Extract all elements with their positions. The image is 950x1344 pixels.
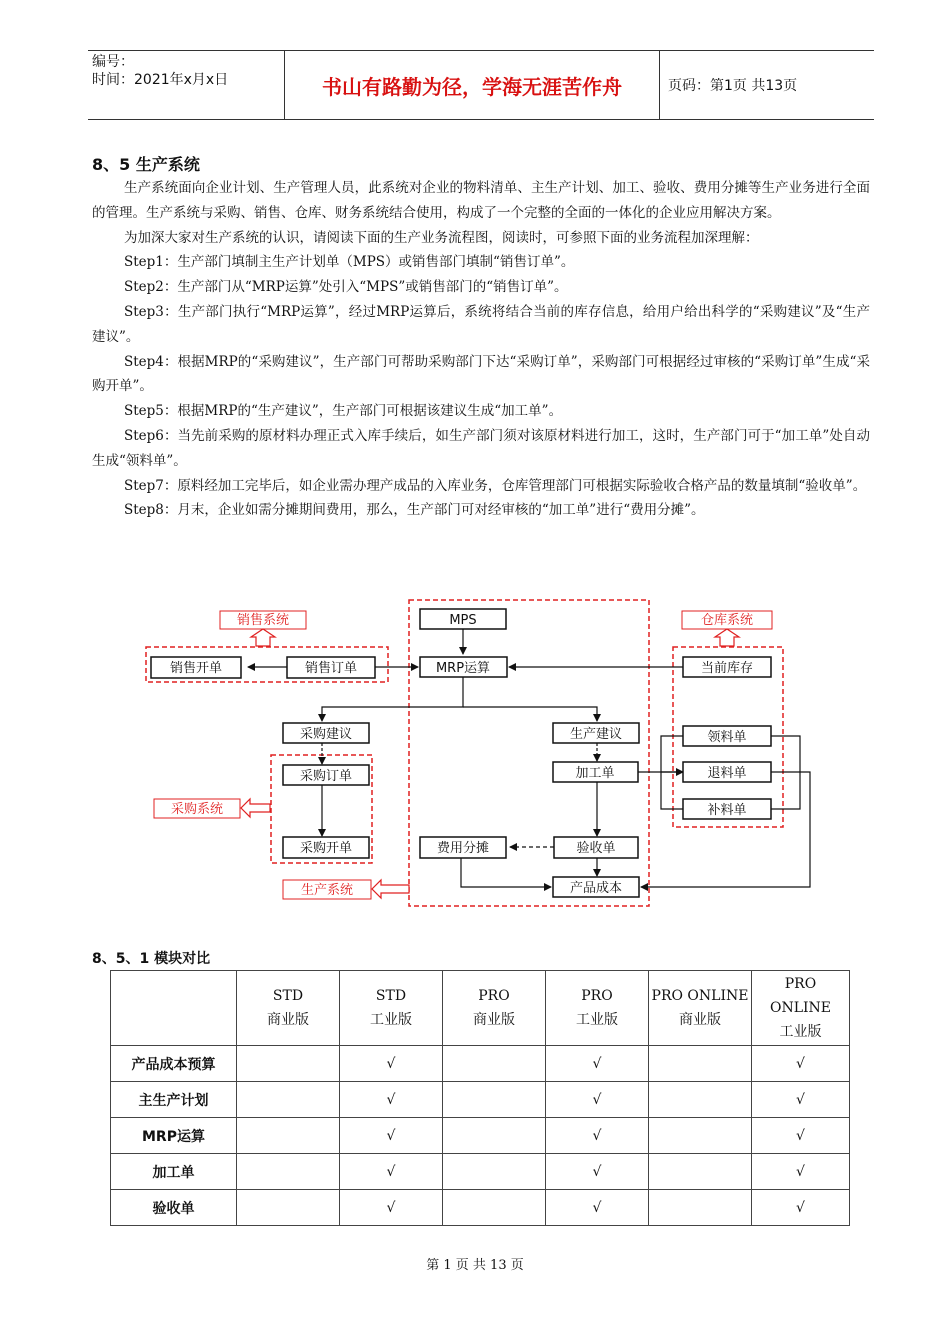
step-paragraph: Step6：当先前采购的原材料办理正式入库手续后，如生产部门须对该原材料进行加工，这时，生产部门可于“加工单”处自动生成“领料单”。 (92, 427, 870, 469)
warehouse-up-arrow (715, 629, 739, 646)
step-paragraph: Step1：生产部门填制主生产计划单（MPS）或销售部门填制“销售订单”。 (124, 254, 575, 271)
cost-allocation-label: 费用分摊 (436, 841, 490, 856)
table-cell: √ (340, 1046, 443, 1082)
mps-label: MPS (449, 613, 477, 628)
comparison-title: 8、5、1 模块对比 (92, 951, 211, 967)
table-cell: √ (340, 1082, 443, 1118)
header-cell: STD 工业版 (340, 971, 443, 1046)
table-cell (443, 1190, 546, 1226)
table-cell: √ (546, 1118, 649, 1154)
header-cell: PRO 商业版 (443, 971, 546, 1046)
row-header: MRP运算 (111, 1118, 237, 1154)
sales-order-label: 销售订单 (304, 661, 358, 676)
paragraph: 为加深大家对生产系统的认识，请阅读下面的生产业务流程图，阅读时，可参照下面的业务流程加深理解： (124, 229, 759, 246)
table-cell (237, 1154, 340, 1190)
table-row (111, 1082, 850, 1118)
purchase-advice-label: 采购建议 (299, 727, 353, 742)
header-cell: PRO ONLINE 工业版 (752, 971, 850, 1046)
table-cell (443, 1118, 546, 1154)
table-cell (649, 1190, 752, 1226)
table-cell (649, 1118, 752, 1154)
mrp-label: MRP运算 (435, 661, 491, 676)
header-motto: 书山有路勤为径，学海无涯苦作舟 (284, 51, 660, 119)
sales-up-arrow (251, 629, 275, 646)
step-paragraph: Step3：生产部门执行“MRP运算”，经过MRP运算后，系统将结合当前的库存信息，给用户给出科学的“采购建议”及“生产建议”。 (92, 303, 870, 345)
table-cell: √ (340, 1190, 443, 1226)
document-time: 时间：2021年x月x日 (92, 72, 229, 88)
header-cell: PRO ONLINE 商业版 (649, 971, 752, 1046)
sales-system-label: 销售系统 (236, 613, 290, 628)
production-advice-label: 生产建议 (569, 727, 623, 742)
table-cell (237, 1046, 340, 1082)
purchase-invoice-label: 采购开单 (299, 841, 353, 856)
header-page-info: 页码：第1页 共13页 (668, 78, 798, 94)
row-header: 主生产计划 (111, 1082, 237, 1118)
table-cell: √ (752, 1046, 850, 1082)
table-cell (443, 1154, 546, 1190)
table-cell (237, 1082, 340, 1118)
current-stock-label: 当前库存 (700, 661, 754, 676)
production-region (409, 600, 649, 906)
table-cell (443, 1046, 546, 1082)
table-cell: √ (546, 1190, 649, 1226)
table-cell: √ (340, 1118, 443, 1154)
section-title: 8、5 生产系统 (92, 155, 200, 174)
flow-labels (170, 613, 753, 896)
step-paragraph: Step4：根据MRP的“采购建议”，生产部门可帮助采购部门下达“采购订单”，采购部门可根据经过审核的“采购订单”生成“采购开单”。 (92, 353, 870, 395)
table-cell (237, 1190, 340, 1226)
process-order-label: 加工单 (575, 766, 615, 781)
purchase-system-label: 采购系统 (170, 802, 224, 817)
material-supplement-label: 补料单 (707, 803, 747, 818)
material-pick-label: 领料单 (707, 730, 747, 745)
table-row (111, 1154, 850, 1190)
page-footer: 第 1 页 共 13 页 (426, 1258, 524, 1273)
step-paragraph: Step2：生产部门从“MRP运算”处引入“MPS”或销售部门的“销售订单”。 (124, 279, 568, 296)
table-cell: √ (546, 1082, 649, 1118)
table-cell (237, 1118, 340, 1154)
table-row (111, 1190, 850, 1226)
row-header: 产品成本预算 (111, 1046, 237, 1082)
table-cell: √ (752, 1154, 850, 1190)
table-cell (649, 1154, 752, 1190)
production-left-arrow (372, 880, 409, 898)
table-header-row (111, 971, 850, 1046)
warehouse-system-label: 仓库系统 (700, 613, 754, 628)
product-cost-label: 产品成本 (569, 881, 623, 896)
header-cell: PRO 工业版 (546, 971, 649, 1046)
table-cell: √ (752, 1082, 850, 1118)
table-cell (649, 1046, 752, 1082)
paragraph: 生产系统面向企业计划、生产管理人员，此系统对企业的物料清单、主生产计划、加工、验收、费用分摊等生产业务进行全面的管理。生产系统与采购、销售、仓库、财务系统结合使用，构成了一个完整的全面的一体化的企业应用解决方案。 (92, 180, 870, 221)
document-number-label: 编号： (92, 54, 134, 70)
table-cell: √ (340, 1154, 443, 1190)
production-system-label: 生产系统 (300, 883, 354, 898)
table-cell: √ (546, 1046, 649, 1082)
header-cell: STD 商业版 (237, 971, 340, 1046)
table-cell: √ (752, 1118, 850, 1154)
table-cell (443, 1082, 546, 1118)
row-header: 加工单 (111, 1154, 237, 1190)
table-cell: √ (752, 1190, 850, 1226)
table-cell (649, 1082, 752, 1118)
step-paragraph: Step7：原料经加工完毕后，如企业需办理产成品的入库业务，仓库管理部门可根据实际验收合格产品的数量填制“验收单”。 (124, 477, 867, 494)
table-cell: √ (546, 1154, 649, 1190)
table-row (111, 1046, 850, 1082)
purchase-left-arrow (241, 799, 270, 817)
purchase-order-label: 采购订单 (299, 769, 353, 784)
step-paragraph: Step5：根据MRP的“生产建议”，生产部门可根据该建议生成“加工单”。 (124, 403, 563, 420)
sales-invoice-label: 销售开单 (169, 661, 223, 676)
acceptance-label: 验收单 (576, 841, 616, 856)
step-paragraph: Step8：月末，企业如需分摊期间费用，那么，生产部门可对经审核的“加工单”进行“费用分摊”。 (124, 502, 705, 519)
header-cell (111, 971, 237, 1046)
module-comparison-table (110, 970, 850, 1226)
table-row (111, 1118, 850, 1154)
material-return-label: 退料单 (707, 766, 747, 781)
system-regions (146, 600, 783, 906)
row-header: 验收单 (111, 1190, 237, 1226)
